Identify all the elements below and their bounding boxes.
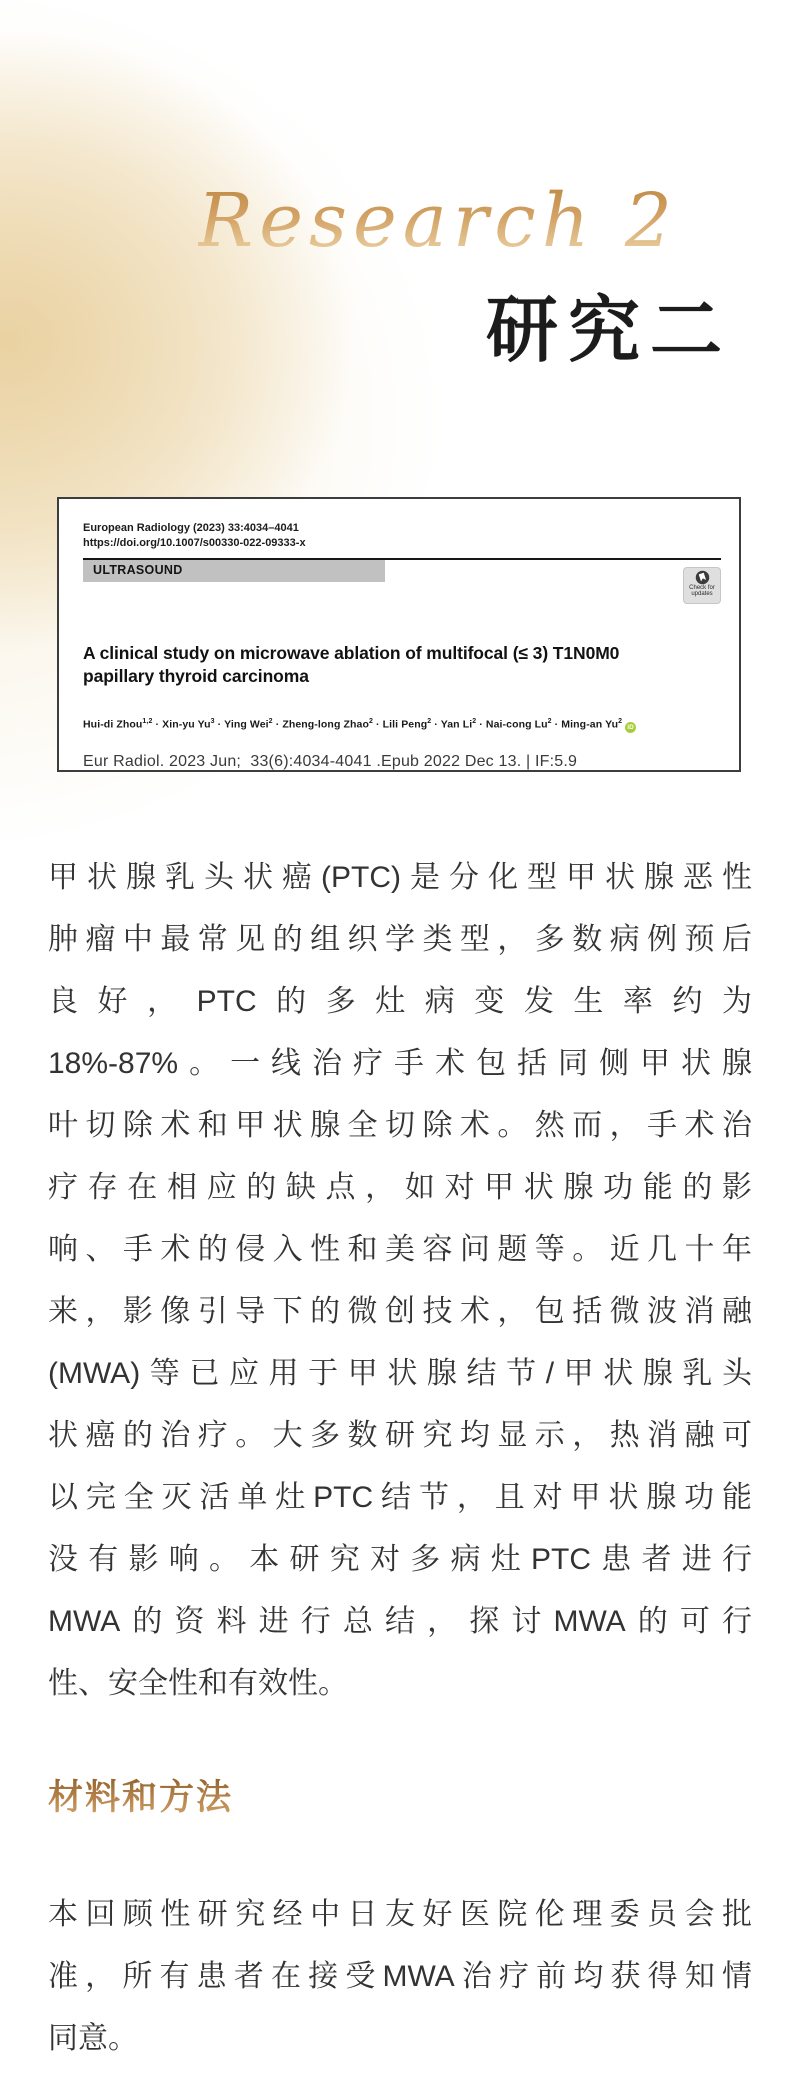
section-tag-ultrasound: ULTRASOUND <box>83 560 385 582</box>
citation-line: Eur Radiol. 2023 Jun; 33(6):4034-4041 .Epub 2022 Dec 13. | IF:5.9 <box>83 752 578 770</box>
body-line: 状癌的治疗。大多数研究均显示，热消融可 <box>48 1419 752 1452</box>
methods-paragraph <box>48 1884 752 2070</box>
doi-line: https://doi.org/10.1007/s00330-022-09333-x <box>83 537 306 549</box>
body-line: 性、安全性和有效性。 <box>48 1667 348 1700</box>
body-line: 响、手术的侵入性和美容问题等。近几十年 <box>48 1233 752 1266</box>
body-line: 准，所有患者在接受MWA治疗前均获得知情 <box>48 1960 752 1993</box>
body-line: 18%-87%。一线治疗手术包括同侧甲状腺 <box>48 1047 752 1080</box>
paper-citation-card[interactable] <box>57 497 741 772</box>
journal-name-line: European Radiology (2023) 33:4034–4041 <box>83 522 299 534</box>
body-line: 本回顾性研究经中日友好医院伦理委员会批 <box>48 1898 752 1931</box>
body-line: 叶切除术和甲状腺全切除术。然而，手术治 <box>48 1109 752 1142</box>
intro-paragraph <box>48 847 752 1715</box>
author-list: Hui-di Zhou$^{1,2}$ · Xin-yu $Yu^3$ · Ying Wei$^2$ · Zheng-long Zhao$^2$ · Lili Peng$^2$ · Yan $Li^2$ · Nai-cong $Lu^2$ · Ming-an Yu$^2$iD <box>83 718 721 733</box>
orcid-icon: iD <box>625 722 636 733</box>
body-line: 来，影像引导下的微创技术，包括微波消融 <box>48 1295 752 1328</box>
badge-text-line2: updates <box>691 591 713 597</box>
body-line: 同意。 <box>48 2022 138 2055</box>
body-line: 以完全灭活单灶PTC结节，且对甲状腺功能 <box>48 1481 752 1514</box>
body-line: 甲状腺乳头状癌(PTC)是分化型甲状腺恶性 <box>48 861 752 894</box>
body-line: 良好，PTC的多灶病变发生率约为 <box>48 985 752 1018</box>
section-heading-materials-methods: 材料和方法 <box>48 1770 233 1820</box>
body-line: 疗存在相应的缺点，如对甲状腺功能的影 <box>48 1171 752 1204</box>
header-cn-title: 研究二 <box>485 291 732 371</box>
check-for-updates-badge <box>683 567 721 604</box>
header-script-title: Research 2 <box>197 178 678 264</box>
crossmark-icon <box>695 570 710 585</box>
paper-title: A clinical study on microwave ablation of multifocal (≤ 3) T1N0M0 papillary thyroid carcinoma <box>83 643 620 686</box>
body-line: 肿瘤中最常见的组织学类型，多数病例预后 <box>48 923 752 956</box>
body-line: 没有影响。本研究对多病灶PTC患者进行 <box>48 1543 752 1576</box>
body-line: MWA的资料进行总结，探讨MWA的可行 <box>48 1605 752 1638</box>
body-line: (MWA)等已应用于甲状腺结节/甲状腺乳头 <box>48 1357 752 1390</box>
badge-text-line1: Check for <box>689 585 715 591</box>
tag-row <box>83 560 721 604</box>
